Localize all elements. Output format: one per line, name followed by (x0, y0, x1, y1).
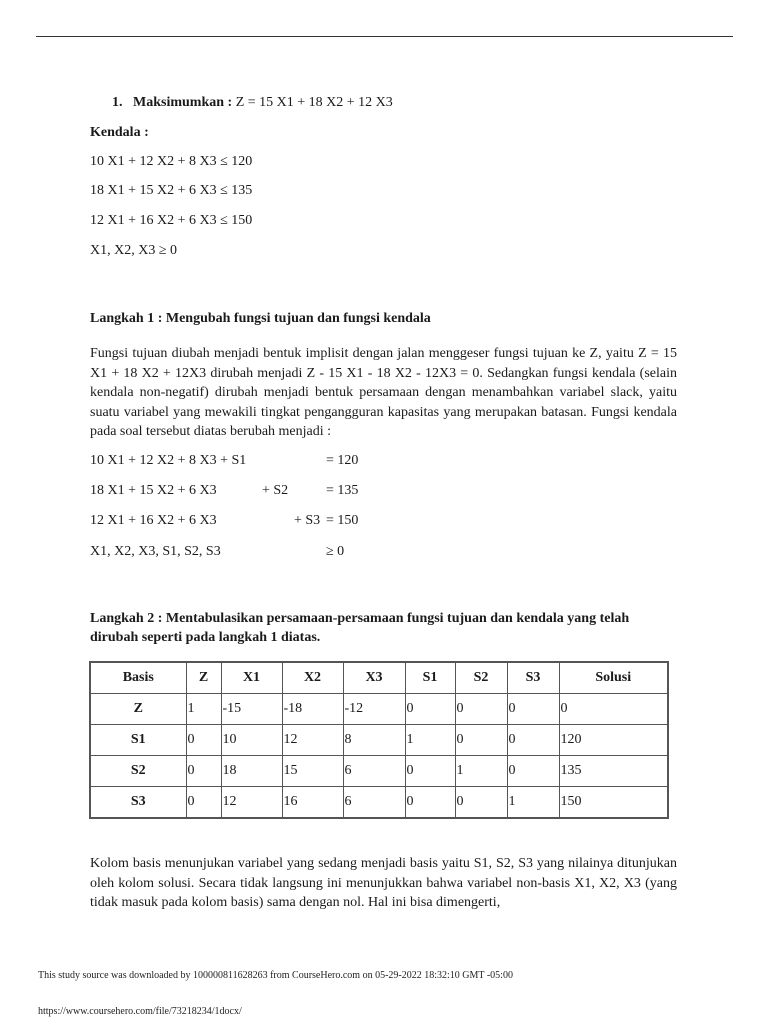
constraint-nonnegativity: X1, X2, X3 ≥ 0 (90, 243, 178, 258)
problem-number: 1. (112, 95, 123, 110)
slack-equation-3 (90, 512, 390, 530)
step2-heading: Langkah 2 : Mentabulasikan persamaan-persamaan fungsi tujuan dan kendala yang telah dirubah seperti pada langkah 1 diatas. (90, 611, 630, 645)
table-cell: 0 (186, 787, 221, 819)
table-cell: 16 (282, 787, 343, 819)
simplex-tableau (89, 661, 669, 819)
table-cell: -15 (221, 694, 282, 725)
row-basis: Z (90, 694, 186, 725)
header-s2: S2 (455, 662, 507, 694)
row-basis: S3 (90, 787, 186, 819)
table-cell: 15 (282, 756, 343, 787)
download-source-note: This study source was downloaded by 100000811628263 from CourseHero.com on 05-29-2022 18:32:10 GMT -05:00 (38, 970, 513, 981)
table-cell: 0 (507, 725, 559, 756)
table-cell: -18 (282, 694, 343, 725)
equation-lhs: 10 X1 + 12 X2 + 8 X3 + S1 (90, 453, 247, 468)
equation-rhs: ≥ 0 (326, 544, 345, 559)
header-s3: S3 (507, 662, 559, 694)
constraint-3: 12 X1 + 16 X2 + 6 X3 ≤ 150 (90, 213, 253, 228)
equation-lhs: X1, X2, X3, S1, S2, S3 (90, 544, 221, 559)
equation-slack: + S2 (262, 483, 289, 498)
source-url-link[interactable]: https://www.coursehero.com/file/73218234/1docx/ (38, 1006, 242, 1017)
slack-equation-1 (90, 452, 390, 470)
table-header-row (90, 662, 668, 694)
table-cell: 1 (507, 787, 559, 819)
problem-objective-line (112, 94, 393, 112)
table-cell: 6 (343, 756, 405, 787)
maximize-label: Maksimumkan : (133, 95, 233, 110)
equation-rhs: = 150 (326, 513, 359, 528)
header-x2: X2 (282, 662, 343, 694)
constraint-2: 18 X1 + 15 X2 + 6 X3 ≤ 135 (90, 183, 253, 198)
table-cell: 1 (455, 756, 507, 787)
header-x1: X1 (221, 662, 282, 694)
row-basis: S2 (90, 756, 186, 787)
objective-function: Z = 15 X1 + 18 X2 + 12 X3 (235, 95, 393, 110)
table-cell: -12 (343, 694, 405, 725)
page-top-rule (36, 36, 733, 37)
step1-heading: Langkah 1 : Mengubah fungsi tujuan dan fungsi kendala (90, 311, 431, 326)
table-cell: 0 (559, 694, 668, 725)
slack-nonnegativity (90, 543, 390, 561)
table-cell: 0 (405, 756, 455, 787)
table-cell: 0 (455, 694, 507, 725)
step2-paragraph: Kolom basis menunjukan variabel yang sedang menjadi basis yaitu S1, S2, S3 yang nilainya ditunjukan oleh kolom solusi. Secara tidak langsung ini menunjukkan bahwa variabel non-basis X1, X2, X3 (yang tidak masuk pada kolom basis) sama dengan nol. Hal ini bisa dimengerti, (90, 856, 677, 910)
table-row (90, 694, 668, 725)
header-x3: X3 (343, 662, 405, 694)
table-cell: 0 (455, 787, 507, 819)
table-cell: 1 (405, 725, 455, 756)
header-solusi: Solusi (559, 662, 668, 694)
table-cell: 0 (405, 694, 455, 725)
table-cell: 12 (282, 725, 343, 756)
table-cell: 0 (455, 725, 507, 756)
table-cell: 0 (507, 756, 559, 787)
header-z: Z (186, 662, 221, 694)
slack-equation-2 (90, 482, 390, 500)
table-cell: 0 (186, 756, 221, 787)
table-row (90, 725, 668, 756)
equation-lhs: 18 X1 + 15 X2 + 6 X3 (90, 483, 217, 498)
header-s1: S1 (405, 662, 455, 694)
header-basis: Basis (90, 662, 186, 694)
constraint-1: 10 X1 + 12 X2 + 8 X3 ≤ 120 (90, 154, 253, 169)
equation-rhs: = 135 (326, 483, 359, 498)
table-cell: 18 (221, 756, 282, 787)
table-cell: 6 (343, 787, 405, 819)
table-cell: 8 (343, 725, 405, 756)
table-cell: 150 (559, 787, 668, 819)
table-cell: 120 (559, 725, 668, 756)
equation-rhs: = 120 (326, 453, 359, 468)
table-row (90, 756, 668, 787)
table-cell: 0 (405, 787, 455, 819)
table-cell: 10 (221, 725, 282, 756)
table-cell: 0 (186, 725, 221, 756)
table-cell: 135 (559, 756, 668, 787)
constraints-label: Kendala : (90, 125, 149, 140)
table-cell: 0 (507, 694, 559, 725)
equation-slack: + S3 (294, 513, 321, 528)
table-cell: 1 (186, 694, 221, 725)
table-cell: 12 (221, 787, 282, 819)
row-basis: S1 (90, 725, 186, 756)
step1-paragraph: Fungsi tujuan diubah menjadi bentuk implisit dengan jalan menggeser fungsi tujuan ke Z, yaitu Z = 15 X1 + 18 X2 + 12X3 dirubah menjadi Z - 15 X1 - 18 X2 - 12X3 = 0. Sedangkan fungsi kendala (selain kendala non-negatif) dirubah menjadi bentuk persamaan dengan menambahkan variabel slack, yaitu suatu variabel yang mewakili tingkat pengangguran kapasitas yang merupakan batasan. Fungsi kendala pada soal tersebut diatas berubah menjadi : (90, 346, 677, 439)
equation-lhs: 12 X1 + 16 X2 + 6 X3 (90, 513, 217, 528)
table-row (90, 787, 668, 819)
